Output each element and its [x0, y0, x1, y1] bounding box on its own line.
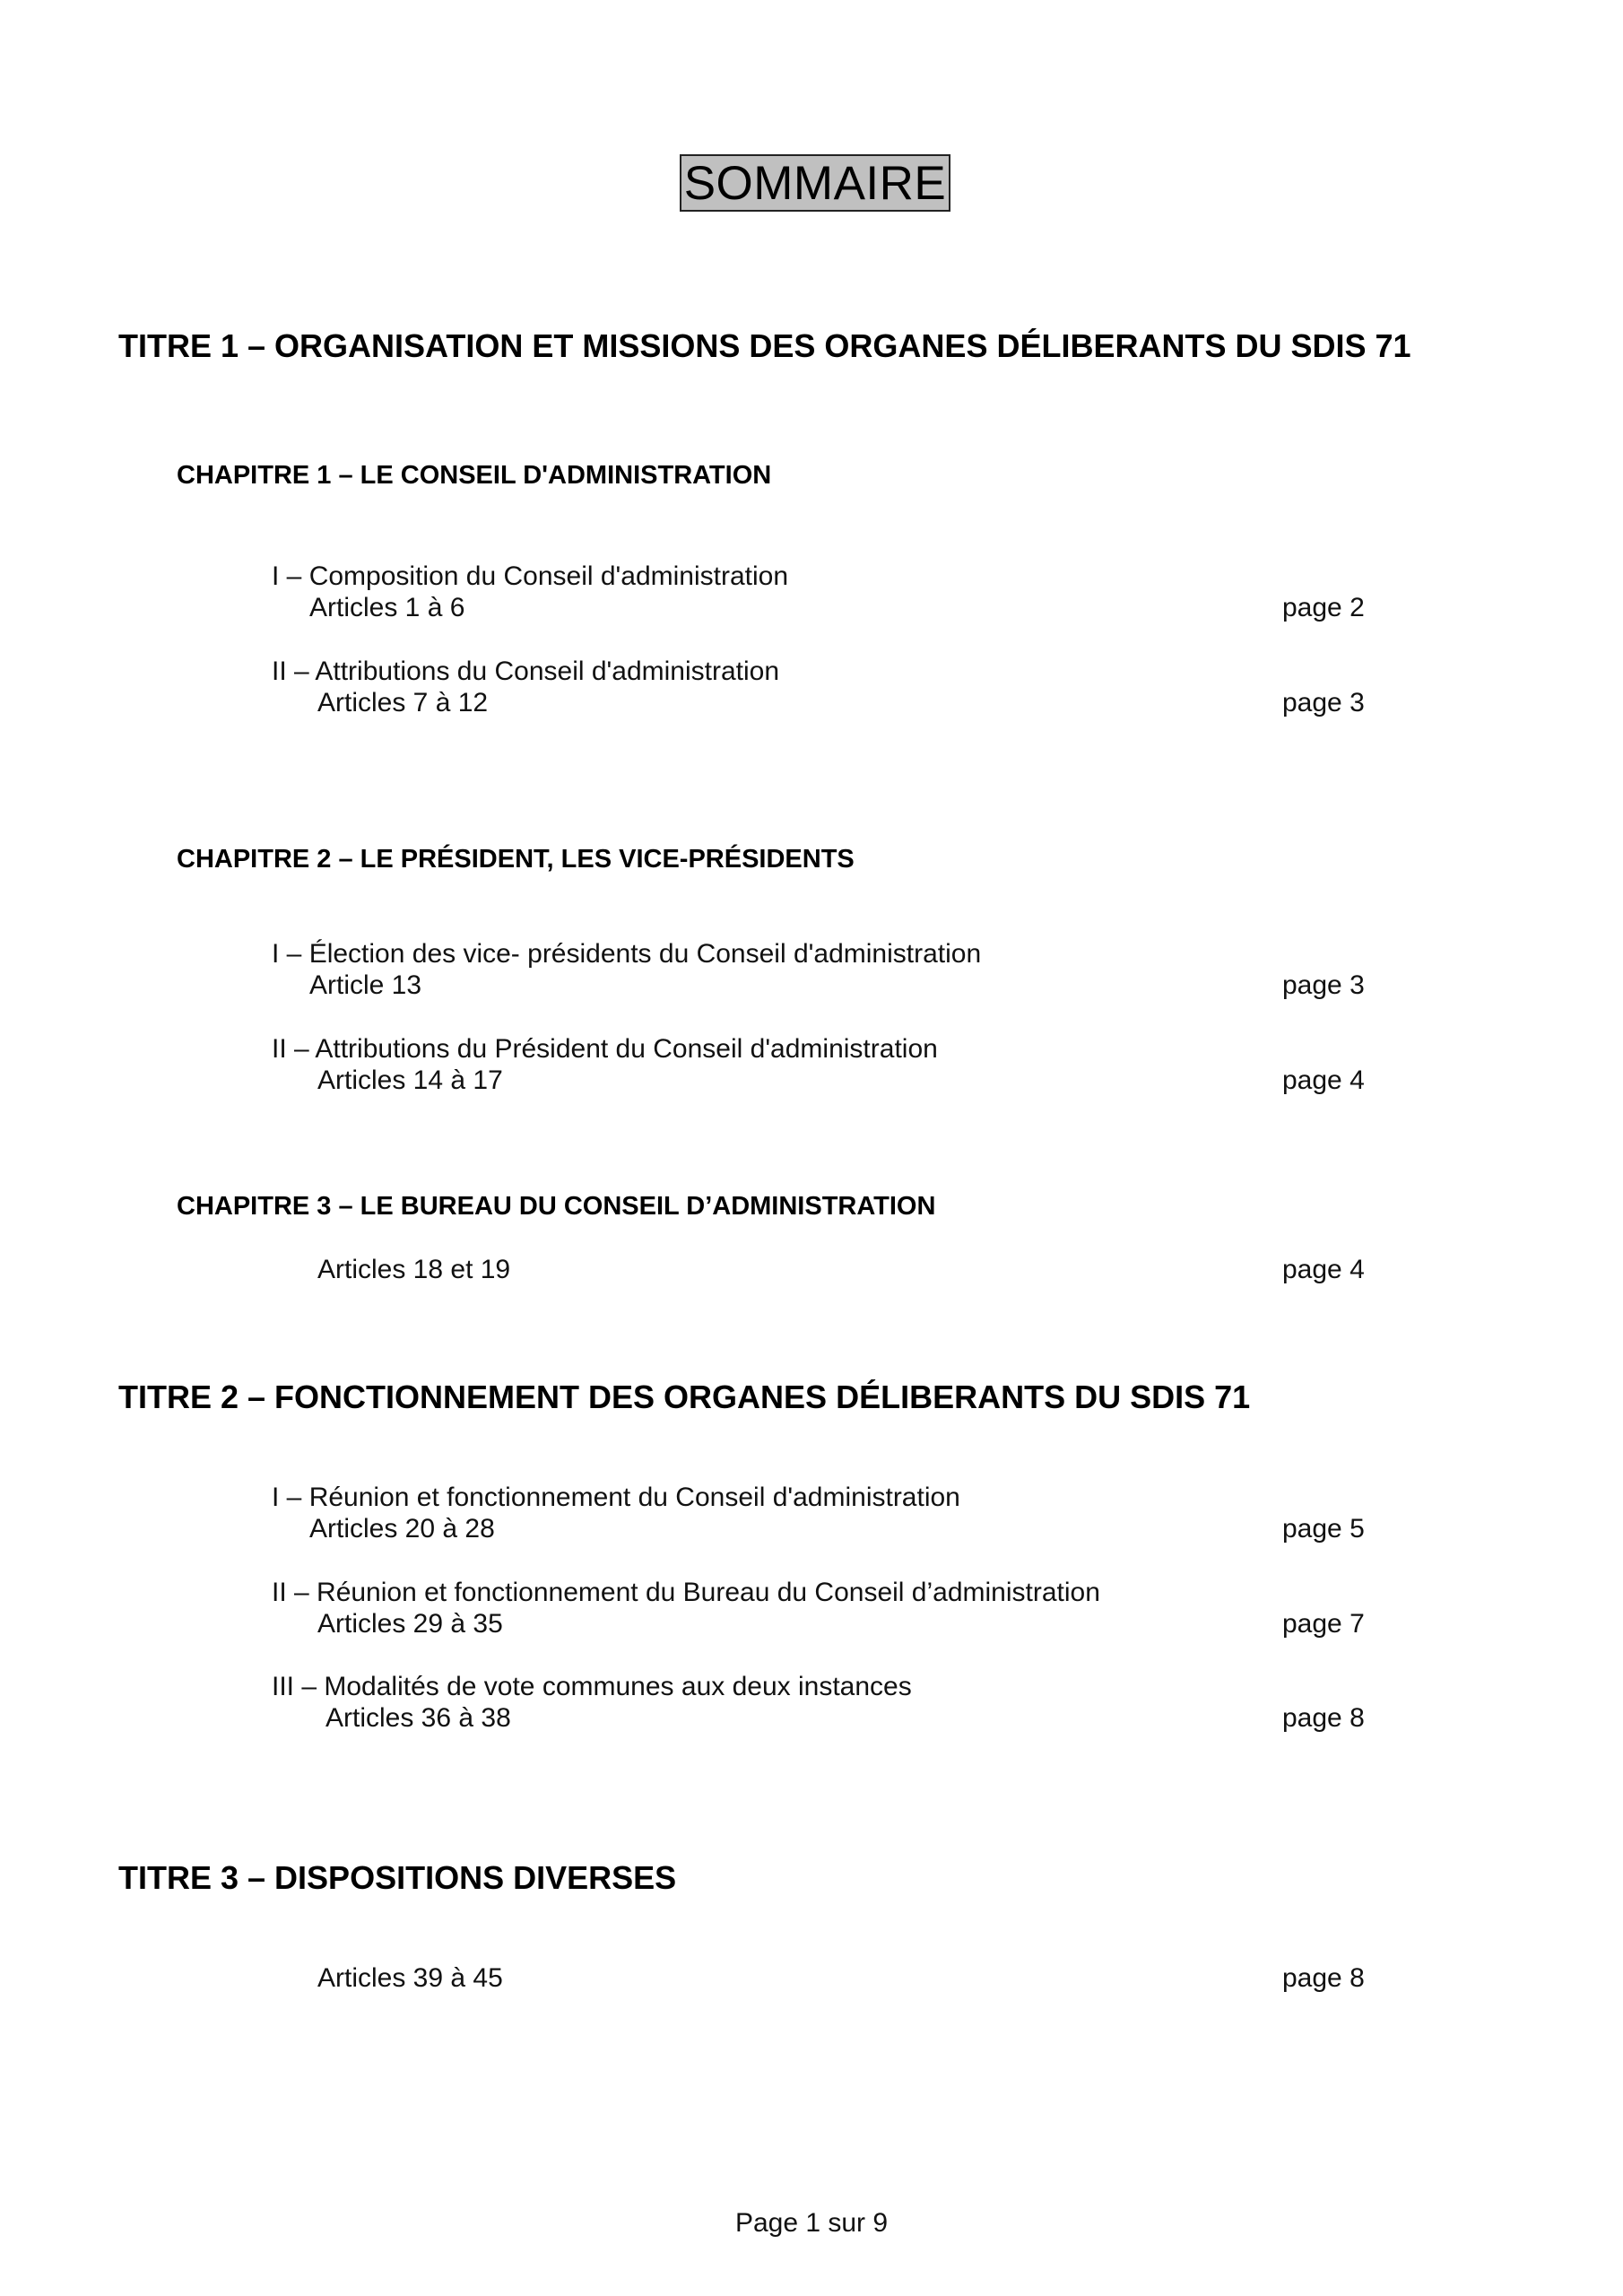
page-reference: page 4: [1282, 1065, 1365, 1095]
section-title: I – Composition du Conseil d'administration: [272, 561, 789, 591]
section-title: III – Modalités de vote communes aux deux instances: [272, 1672, 912, 1701]
articles-range: Articles 7 à 12: [317, 688, 489, 718]
section-title: II – Attributions du Conseil d'administration: [272, 657, 780, 686]
page-reference: page 7: [1282, 1609, 1365, 1639]
document-title: SOMMAIRE: [680, 154, 950, 212]
section-title: I – Élection des vice- présidents du Conseil d'administration: [272, 939, 982, 969]
section-title: I – Réunion et fonctionnement du Conseil d'administration: [272, 1483, 960, 1512]
articles-range: Articles 36 à 38: [325, 1703, 511, 1733]
page-reference: page 3: [1282, 688, 1365, 718]
page-reference: page 3: [1282, 970, 1365, 1000]
page-footer: Page 1 sur 9: [734, 2208, 889, 2238]
articles-range: Articles 18 et 19: [317, 1255, 511, 1284]
section-title: II – Attributions du Président du Conseil d'administration: [272, 1034, 938, 1064]
page-reference: page 5: [1282, 1514, 1365, 1544]
articles-range: Articles 20 à 28: [309, 1514, 495, 1544]
page-reference: page 2: [1282, 593, 1365, 622]
articles-range: Articles 29 à 35: [317, 1609, 503, 1639]
titre-3-heading: TITRE 3 – DISPOSITIONS DIVERSES: [118, 1859, 677, 1896]
titre-1-heading: TITRE 1 – ORGANISATION ET MISSIONS DES ORGANES DÉLIBERANTS DU SDIS 71: [118, 327, 1411, 364]
articles-range: Articles 39 à 45: [317, 1963, 503, 1993]
chapitre-2-heading: CHAPITRE 2 – LE PRÉSIDENT, LES VICE-PRÉSIDENTS: [177, 845, 855, 874]
articles-range: Articles 1 à 6: [309, 593, 465, 622]
titre-2-heading: TITRE 2 – FONCTIONNEMENT DES ORGANES DÉLIBERANTS DU SDIS 71: [118, 1378, 1251, 1415]
articles-range: Articles 14 à 17: [317, 1065, 503, 1095]
page-reference: page 8: [1282, 1963, 1365, 1993]
chapitre-1-heading: CHAPITRE 1 – LE CONSEIL D'ADMINISTRATION: [177, 461, 772, 490]
page-reference: page 8: [1282, 1703, 1365, 1733]
chapitre-3-heading: CHAPITRE 3 – LE BUREAU DU CONSEIL D’ADMINISTRATION: [177, 1192, 936, 1221]
page-reference: page 4: [1282, 1255, 1365, 1284]
section-title: II – Réunion et fonctionnement du Bureau du Conseil d’administration: [272, 1578, 1100, 1607]
articles-range: Article 13: [309, 970, 422, 1000]
